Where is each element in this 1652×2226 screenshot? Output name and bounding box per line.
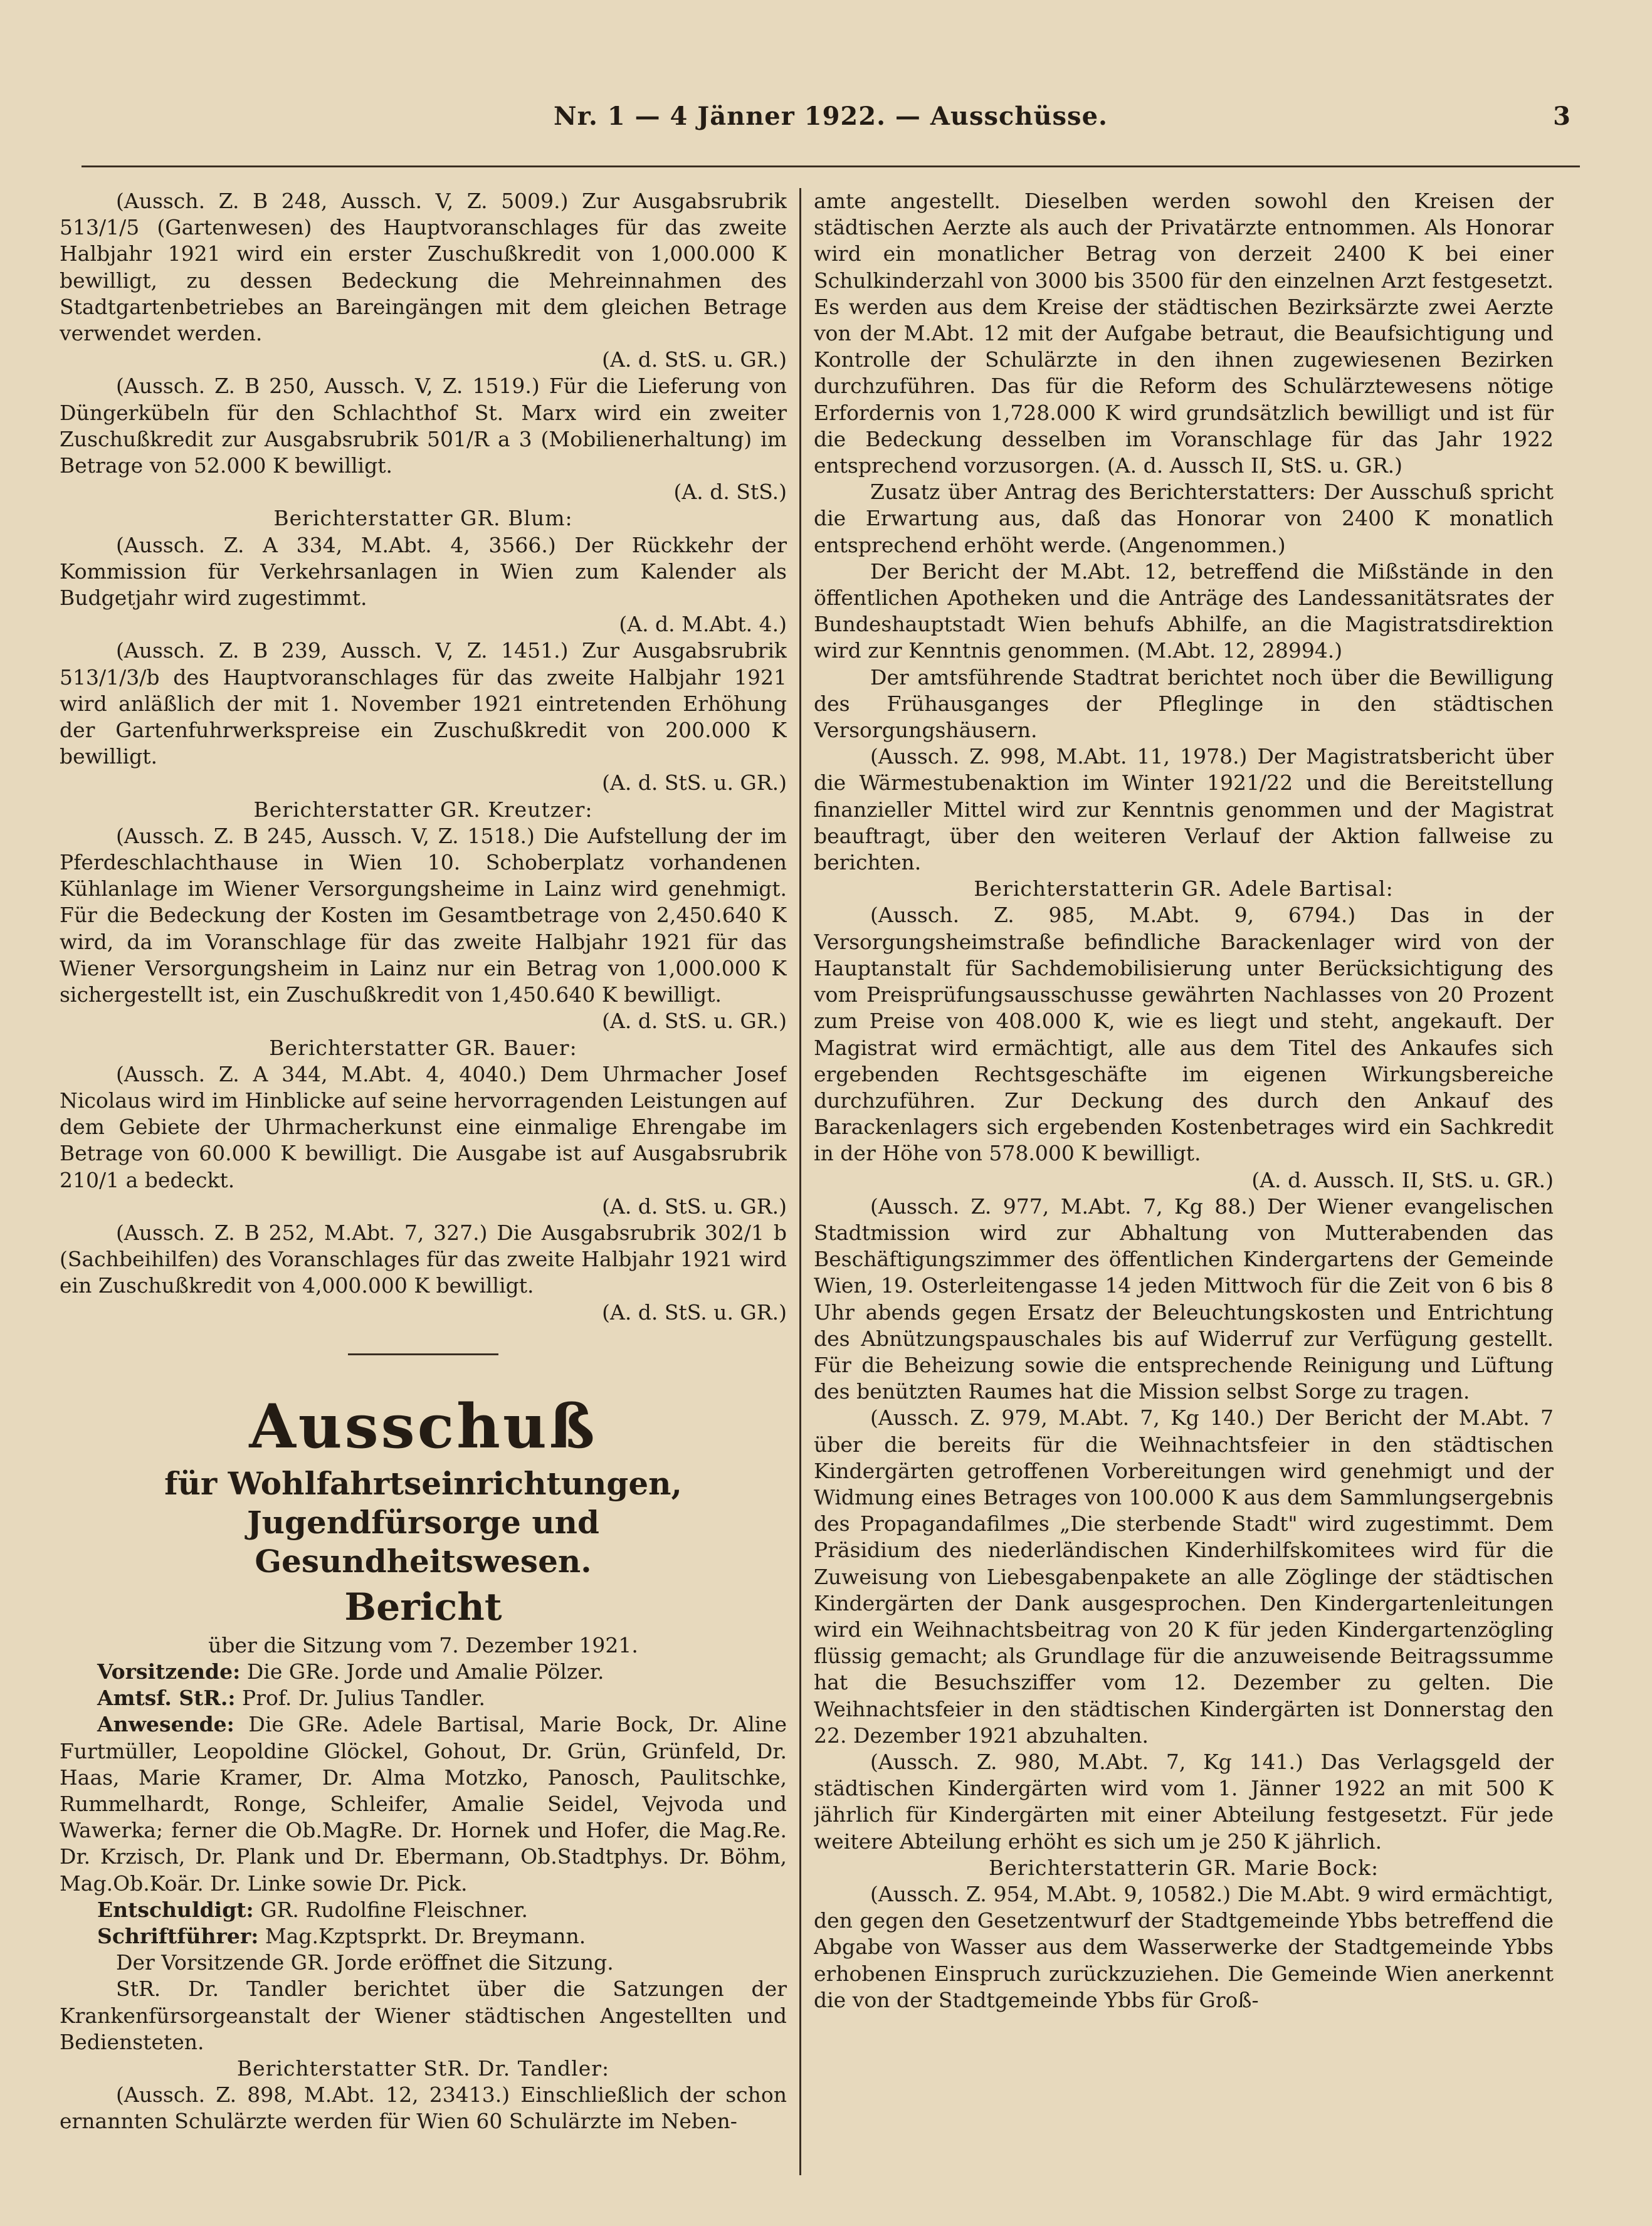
reference: (A. d. M.Abt. 4.) — [619, 612, 787, 637]
page-number: 3 — [1553, 102, 1570, 131]
right-column — [814, 188, 1554, 2181]
paragraph: Zusatz über Antrag des Berichterstatters: Der Ausschuß spricht die Erwartung aus, daß das Honorar von 2400 K monatlich entsprechend erhöht werde. (Angenommen.) — [814, 480, 1554, 557]
section-divider — [348, 1353, 498, 1355]
paragraph: (Aussch. Z. 954, M.Abt. 9, 10582.) Die M.Abt. 9 wird ermächtigt, den gegen den Gesetzentwurf der Stadtgemeinde Ybbs betreffend die Abgabe von Wasser aus dem Wasserwerke der Stadtgemeinde Ybbs erhobenen Einspruch zurückzuziehen. Die Gemeinde Wien anerkennt die von der Stadtgemeinde Ybbs für Groß- — [814, 1882, 1554, 2012]
secretary-name: Mag.Kzptsprkt. Dr. Breymann. — [265, 1923, 586, 1948]
reporter-heading: Berichterstatter StR. Dr. Tandler: — [236, 2055, 610, 2081]
excused-name: GR. Rudolfine Fleischner. — [260, 1897, 528, 1922]
present-label: Anwesende: — [97, 1712, 234, 1737]
paragraph: (Aussch. Z. 980, M.Abt. 7, Kg 141.) Das Verlagsgeld der städtischen Kindergärten wird vom 1. Jänner 1922 an mit 500 K jährlich für Kindergärten mit einer Abteilung festgesetzt. Für jede weitere Abteilung erhöht es sich um je 250 K jährlich. — [814, 1749, 1554, 1854]
reference: (A. d. StS. u. GR.) — [602, 1009, 787, 1034]
paragraph: Der amtsführende Stadtrat berichtet noch über die Bewilligung des Frühausganges der Pfleglinge in den städtischen Versorgungshäusern. — [814, 664, 1554, 743]
paragraph: Der Bericht der M.Abt. 12, betreffend die Mißstände in den öffentlichen Apotheken und die Anträge des Landessanitätsrates der Bundeshauptstadt Wien behufs Abhilfe, an die Magistratsdirektion wird zur Kenntnis genommen. (M.Abt. 12, 28994.) — [814, 559, 1554, 663]
reference: (A. d. StS. u. GR.) — [602, 1299, 787, 1325]
official-name: Prof. Dr. Julius Tandler. — [242, 1686, 485, 1711]
paragraph: amte angestellt. Dieselben werden sowohl den Kreisen der städtischen Aerzte als auch der Privatärzte entnommen. Als Honorar wird ein monatlicher Betrag von derzeit 2400 K bei einer Schulkinderzahl von 3000 bis 3500 für den einzelnen Arzt festgesetzt. Es werden aus dem Kreise der städtischen Bezirksärzte zwei Aerzte von der M.Abt. 12 mit der Aufgabe betraut, die Beaufsichtigung und Kontrolle der Schulärzte in den ihnen zugewiesenen Bezirken durchzuführen. Das für die Reform des Schulärztewesens nötige Erfordernis von 1,728.000 K wird grundsätzlich bewilligt und ist für die Bedeckung desselben im Voranschlage für das Jahr 1922 entsprechend vorzusorgen. (A. d. Aussch II, StS. u. GR.) — [814, 189, 1554, 478]
section-subtitle: Gesundheitswesen. — [255, 1542, 592, 1580]
paragraph: (Aussch. Z. A 334, M.Abt. 4, 3566.) Der Rückkehr der Kommission für Verkehrsanlagen in Wien zum Kalender als Budgetjahr wird zugestimmt. — [60, 532, 787, 611]
left-column — [60, 188, 787, 2181]
secretary-label: Schriftführer: — [97, 1923, 259, 1948]
paragraph: (Aussch. Z. B 250, Aussch. V, Z. 1519.) Für die Lieferung von Düngerkübeln für den Schlachthof St. Marx wird ein zweiter Zuschußkredit zur Ausgabsrubrik 501/R a 3 (Mobilienerhaltung) im Betrage von 52.000 K bewilligt. — [60, 374, 787, 478]
reference: (A. d. StS. u. GR.) — [602, 770, 787, 795]
paragraph: (Aussch. Z. 977, M.Abt. 7, Kg 88.) Der Wiener evangelischen Stadtmission wird zur Abhaltung von Mutterabenden das Beschäftigungszimmer des öffentlichen Kindergartens der Gemeinde Wien, 19. Osterleitengasse 14 jeden Mittwoch für die Zeit von 6 bis 8 Uhr abends gegen Ersatz der Beleuchtungskosten und Entrichtung des Abnützungspauschales bis auf Widerruf zur Verfügung gestellt. Für die Beheizung sowie die entsprechende Reinigung und Lüftung des benützten Raumes hat die Mission selbst Sorge zu tragen. — [814, 1194, 1554, 1404]
reference: (A. d. StS.) — [673, 480, 787, 505]
column-divider — [799, 188, 801, 2175]
header-rule — [82, 165, 1580, 167]
paragraph: (Aussch. Z. 998, M.Abt. 11, 1978.) Der Magistratsbericht über die Wärmestubenaktion im Winter 1921/22 und die Bereitstellung finanzieller Mittel wird zur Kenntnis genommen und der Magistrat beauftragt, über den weiteren Verlauf der Aktion fallweise zu berichten. — [814, 744, 1554, 875]
chair-names: Die GRe. Jorde und Amalie Pölzer. — [246, 1659, 604, 1684]
excused-line — [60, 1897, 787, 1923]
paragraph: Der Vorsitzende GR. Jorde eröffnet die Sitzung. — [116, 1950, 614, 1975]
reporter-heading: Berichterstatterin GR. Marie Bock: — [988, 1855, 1379, 1880]
reporter-heading: Berichterstatter GR. Blum: — [273, 506, 573, 531]
section-subtitle: für Wohlfahrtseinrichtungen, Jugendfürsorge und — [164, 1464, 682, 1541]
report-heading: Bericht — [344, 1585, 502, 1629]
present-line — [60, 1711, 787, 1896]
reporter-heading: Berichterstatterin GR. Adele Bartisal: — [974, 876, 1394, 901]
section-title: Ausschuß — [249, 1390, 597, 1462]
chair-label: Vorsitzende: — [97, 1659, 241, 1684]
reference: (A. d. StS. u. GR.) — [602, 347, 787, 372]
reference: (A. d. Aussch. II, StS. u. GR.) — [1251, 1167, 1554, 1192]
session-date: über die Sitzung vom 7. Dezember 1921. — [208, 1632, 638, 1657]
paragraph: StR. Dr. Tandler berichtet über die Satzungen der Krankenfürsorgeanstalt der Wiener städtischen Angestellten und Bediensteten. — [60, 1977, 787, 2054]
official-label: Amtsf. StR.: — [97, 1686, 236, 1711]
chair-line — [60, 1659, 787, 1685]
running-header: Nr. 1 — 4 Jänner 1922. — Ausschüsse. — [554, 102, 1108, 131]
paragraph: (Aussch. Z. B 248, Aussch. V, Z. 5009.) Zur Ausgabsrubrik 513/1/5 (Gartenwesen) des Hauptvoranschlages für das zweite Halbjahr 1921 wird ein erster Zuschußkredit von 1,000.000 K bewilligt, zu dessen Bedeckung die Mehreinnahmen des Stadtgartenbetriebes an Bareingängen mit dem gleichen Betrage verwendet werden. — [60, 189, 787, 346]
reporter-heading: Berichterstatter GR. Kreutzer: — [253, 797, 593, 822]
reference: (A. d. StS. u. GR.) — [602, 1194, 787, 1219]
reporter-heading: Berichterstatter GR. Bauer: — [269, 1035, 577, 1060]
present-names: Die GRe. Adele Bartisal, Marie Bock, Dr. Aline Furtmüller, Leopoldine Glöckel, Gohout, Dr. Grün, Grünfeld, Dr. Haas, Marie Kramer, Dr. Alma Motzko, Panosch, Paulitschke, Rummelhardt, Ronge, Schleifer, Amalie Seidel, Vejvoda und Wawerka; ferner die Ob.MagRe. Dr. Hornek und Hofer, die Mag.Re. Dr. Krzisch, Dr. Plank und Dr. Ebermann, Ob.Stadtphys. Dr. Böhm, Mag.Ob.Koär. Dr. Linke sowie Dr. Pick. — [60, 1712, 787, 1896]
paragraph: (Aussch. Z. B 252, M.Abt. 7, 327.) Die Ausgabsrubrik 302/1 b (Sachbeihilfen) des Voranschlages für das zweite Halbjahr 1921 wird ein Zuschußkredit von 4,000.000 K bewilligt. — [60, 1220, 787, 1298]
excused-label: Entschuldigt: — [97, 1897, 254, 1922]
paragraph: (Aussch. Z. A 344, M.Abt. 4, 4040.) Dem Uhrmacher Josef Nicolaus wird im Hinblicke auf seine hervorragenden Leistungen auf dem Gebiete der Uhrmacherkunst eine einmalige Ehrengabe im Betrage von 60.000 K bewilligt. Die Ausgabe ist auf Ausgabsrubrik 210/1 a bedeckt. — [60, 1061, 787, 1192]
paragraph: (Aussch. Z. 979, M.Abt. 7, Kg 140.) Der Bericht der M.Abt. 7 über die bereits für die Weihnachtsfeier in den städtischen Kindergärten getroffenen Vorbereitungen wird genehmigt und der Widmung eines Betrages von 100.000 K aus dem Sammlungsergebnis des Propagandafilmes „Die sterbende Stadt" wird zugestimmt. Dem Präsidium des niederländischen Kinderhilfskomitees wird für die Zuweisung von Liebesgabenpakete an alle Zöglinge der städtischen Kindergärten der Dank ausgesprochen. Den Kindergartenleitungen wird ein Weihnachtsbeitrag von 20 K für jeden Kindergartenzögling flüssig gemacht; als Grundlage für die anzuweisende Beitragssumme hat die Besuchsziffer vom 12. Dezember zu gelten. Die Weihnachtsfeier in den städtischen Kindergärten ist Donnerstag den 22. Dezember 1921 abzuhalten. — [814, 1405, 1554, 1748]
official-line — [60, 1685, 787, 1711]
paragraph: (Aussch. Z. 898, M.Abt. 12, 23413.) Einschließlich der schon ernannten Schulärzte werden für Wien 60 Schulärzte im Neben- — [60, 2082, 787, 2134]
paragraph: (Aussch. Z. 985, M.Abt. 9, 6794.) Das in der Versorgungsheimstraße befindliche Barackenlager wird von der Hauptanstalt für Sachdemobilisierung unter Berücksichtigung des vom Preisprüfungsausschusse gewährten Nachlasses von 20 Prozent zum Preise von 408.000 K, wie es liegt und steht, angekauft. Der Magistrat wird ermächtigt, alle aus dem Titel des Ankaufes sich ergebenden Rechtsgeschäfte im eigenen Wirkungsbereiche durchzuführen. Zur Deckung des durch den Ankauf des Barackenlagers sich ergebenden Kostenbetrages wird ein Sachkredit in der Höhe von 578.000 K bewilligt. — [814, 903, 1554, 1166]
paragraph: (Aussch. Z. B 245, Aussch. V, Z. 1518.) Die Aufstellung der im Pferdeschlachthause in Wien 10. Schoberplatz vorhandenen Kühlanlage im Wiener Versorgungsheime in Lainz wird genehmigt. Für die Bedeckung der Kosten im Gesamtbetrage von 2,450.640 K wird, da im Voranschlage für das zweite Halbjahr 1921 für das Wiener Versorgungsheim in Lainz nur ein Betrag von 1,000.000 K sichergestellt ist, ein Zuschußkredit von 1,450.640 K bewilligt. — [60, 823, 787, 1007]
paragraph: (Aussch. Z. B 239, Aussch. V, Z. 1451.) Zur Ausgabsrubrik 513/1/3/b des Hauptvoranschlages für das zweite Halbjahr 1921 wird anläßlich der mit 1. November 1921 eintretenden Erhöhung der Gartenfuhrwerkspreise ein Zuschußkredit von 200.000 K bewilligt. — [60, 638, 787, 769]
secretary-line — [60, 1923, 787, 1950]
